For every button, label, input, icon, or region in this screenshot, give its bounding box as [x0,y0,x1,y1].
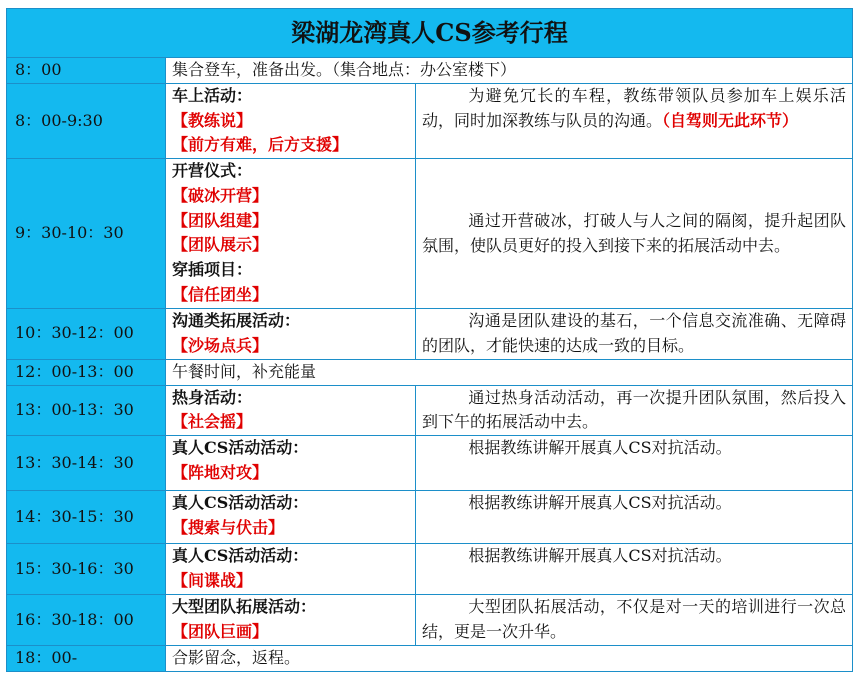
activity-heading: 穿插项目： [172,259,253,279]
table-row [7,594,853,645]
activity-heading: 真人CS活动活动： [172,492,309,512]
table-row [7,435,853,490]
table-row [7,385,853,435]
itinerary-table [6,8,853,672]
activity-item: 【沙场点兵】 [172,335,269,355]
activity-heading: 沟通类拓展活动： [172,311,301,331]
activity-item: 【信任团坐】 [172,284,269,304]
activity-item: 【教练说】 [172,110,253,130]
activity-cell [166,84,416,159]
title-row [7,9,853,58]
description-text: 为避免冗长的车程，教练带领队员参加车上娱乐活动，同时加深教练与队员的沟通。 [422,86,847,130]
table-row [7,58,853,84]
description-cell [416,84,853,159]
activity-item: 【破冰开营】 [172,185,269,205]
activity-item: 【团队组建】 [172,210,269,230]
description-note: （自驾则无此环节） [662,110,799,130]
table-row [7,84,853,159]
activity-cell [166,435,416,490]
table-row [7,159,853,309]
time-cell: 15：30-16：30 [7,543,166,594]
time-cell: 8：00 [7,58,166,84]
activity-heading: 真人CS活动活动： [172,545,309,565]
activity-cell: 合影留念，返程。 [166,645,853,671]
activity-item: 【间谍战】 [172,570,253,590]
description-cell: 通过开营破冰，打破人与人之间的隔阂，提升起团队氛围，使队员更好的投入到接下来的拓展活动中去。 [416,159,853,309]
time-cell: 12：00-13：00 [7,359,166,385]
time-cell: 14：30-15：30 [7,490,166,543]
time-cell: 10：30-12：00 [7,309,166,359]
description-cell: 根据教练讲解开展真人CS对抗活动。 [416,543,853,594]
activity-cell [166,159,416,309]
description-cell: 大型团队拓展活动，不仅是对一天的培训进行一次总结，更是一次升华。 [416,594,853,645]
time-cell: 13：00-13：30 [7,385,166,435]
activity-item: 【阵地对攻】 [172,462,269,482]
activity-heading: 大型团队拓展活动： [172,596,317,616]
activity-item: 【团队展示】 [172,235,269,255]
page-title: 梁湖龙湾真人CS参考行程 [7,9,853,58]
table-row [7,490,853,543]
activity-item: 【前方有难，后方支援】 [172,135,349,155]
activity-cell [166,309,416,359]
activity-item: 【社会摇】 [172,412,253,432]
activity-cell: 集合登车，准备出发。（集合地点：办公室楼下） [166,58,853,84]
description-cell: 根据教练讲解开展真人CS对抗活动。 [416,435,853,490]
time-cell: 13：30-14：30 [7,435,166,490]
table-row [7,309,853,359]
activity-heading: 车上活动： [172,86,253,105]
activity-item: 【团队巨画】 [172,621,269,641]
description-cell: 通过热身活动活动，再一次提升团队氛围，然后投入到下午的拓展活动中去。 [416,385,853,435]
description-cell: 沟通是团队建设的基石，一个信息交流准确、无障碍的团队，才能快速的达成一致的目标。 [416,309,853,359]
activity-cell [166,543,416,594]
table-row [7,359,853,385]
description-cell: 根据教练讲解开展真人CS对抗活动。 [416,490,853,543]
time-cell: 9：30-10：30 [7,159,166,309]
table-row [7,543,853,594]
activity-item: 【搜索与伏击】 [172,517,285,537]
activity-heading: 热身活动： [172,387,253,407]
activity-heading: 真人CS活动活动： [172,437,309,457]
time-cell: 16：30-18：00 [7,594,166,645]
time-cell: 8：00-9:30 [7,84,166,159]
activity-cell: 午餐时间，补充能量 [166,359,853,385]
activity-heading: 开营仪式： [172,161,253,181]
time-cell: 18：00- [7,645,166,671]
activity-cell [166,594,416,645]
activity-cell [166,385,416,435]
activity-cell [166,490,416,543]
table-row [7,645,853,671]
